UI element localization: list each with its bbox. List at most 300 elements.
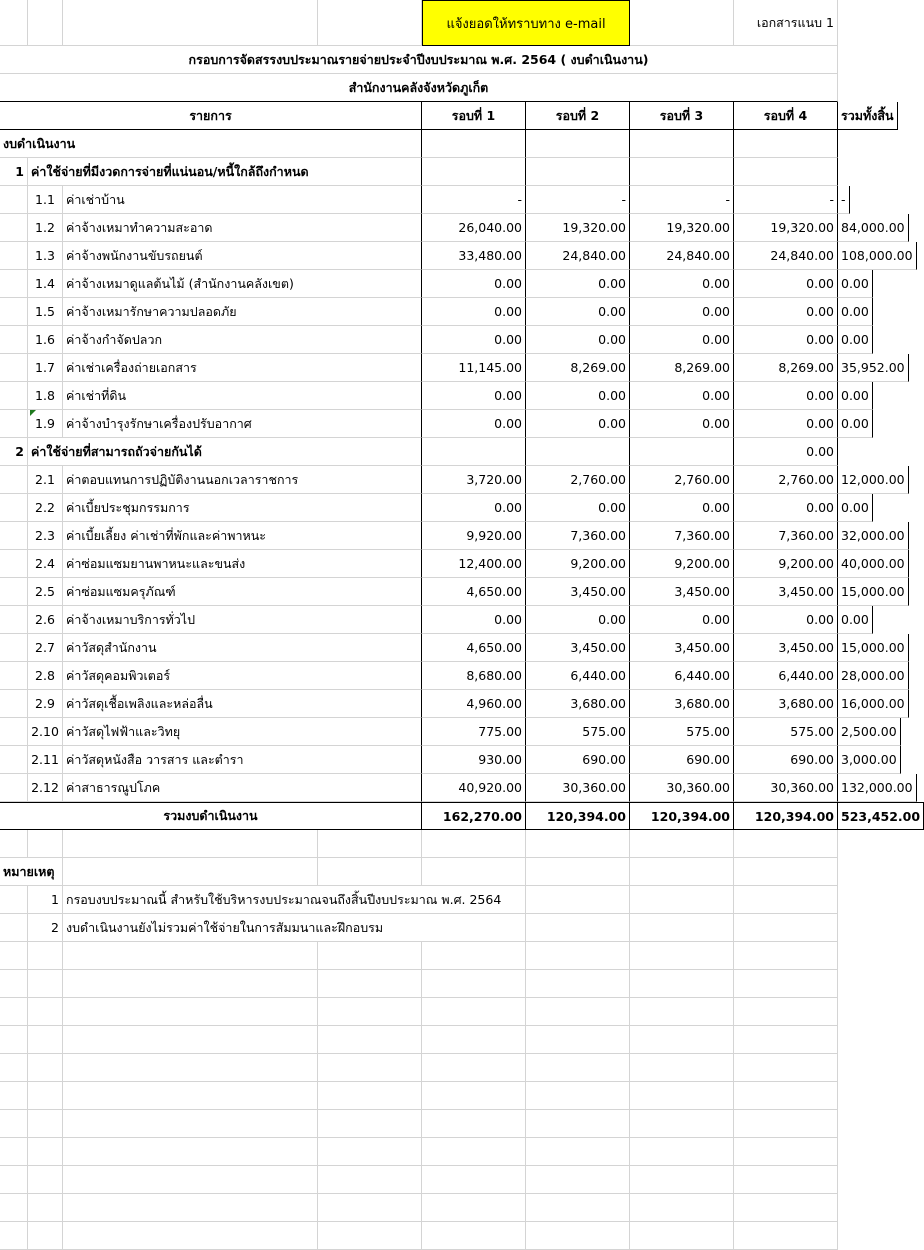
cell[interactable]: [422, 942, 526, 970]
cell[interactable]: [0, 1082, 28, 1110]
cell[interactable]: [0, 354, 28, 382]
cell[interactable]: [526, 886, 630, 914]
cell[interactable]: [630, 1026, 734, 1054]
cell[interactable]: [526, 970, 630, 998]
cell[interactable]: [734, 970, 838, 998]
cell[interactable]: [28, 1026, 63, 1054]
item-value-r4[interactable]: 0.00: [734, 494, 838, 522]
cell[interactable]: [734, 830, 838, 858]
cell[interactable]: [422, 1138, 526, 1166]
item-value-r4[interactable]: 7,360.00: [734, 522, 838, 550]
item-value-r1[interactable]: 26,040.00: [422, 214, 526, 242]
cell[interactable]: [630, 1222, 734, 1250]
cell[interactable]: [28, 1110, 63, 1138]
cell[interactable]: [0, 1222, 28, 1250]
cell[interactable]: [28, 1082, 63, 1110]
cell[interactable]: [422, 998, 526, 1026]
cell[interactable]: [318, 1222, 422, 1250]
item-value-r3[interactable]: 575.00: [630, 718, 734, 746]
item-value-r4[interactable]: 690.00: [734, 746, 838, 774]
item-value-r1[interactable]: 930.00: [422, 746, 526, 774]
item-value-r4[interactable]: 0.00: [734, 270, 838, 298]
item-value-total[interactable]: 0.00: [838, 410, 873, 438]
item-value-r3[interactable]: 6,440.00: [630, 662, 734, 690]
cell[interactable]: [0, 298, 28, 326]
summary-label[interactable]: รวมงบดำเนินงาน: [0, 802, 422, 830]
item-number[interactable]: 1.9: [28, 410, 63, 438]
item-value-r4[interactable]: 0.00: [734, 382, 838, 410]
item-label[interactable]: ค่าเบี้ยประชุมกรรมการ: [63, 494, 422, 522]
item-value-r4[interactable]: 3,450.00: [734, 634, 838, 662]
cell[interactable]: [318, 1026, 422, 1054]
item-value-r2[interactable]: 2,760.00: [526, 466, 630, 494]
item-value-r3[interactable]: 0.00: [630, 410, 734, 438]
item-number[interactable]: 2.11: [28, 746, 63, 774]
item-value-r1[interactable]: 0.00: [422, 326, 526, 354]
item-label[interactable]: ค่าซ่อมแซมยานพาหนะและขนส่ง: [63, 550, 422, 578]
item-number[interactable]: 1.1: [28, 186, 63, 214]
cell[interactable]: [63, 998, 318, 1026]
cell[interactable]: [0, 1026, 28, 1054]
item-value-r2[interactable]: 690.00: [526, 746, 630, 774]
item-value-r3[interactable]: 7,360.00: [630, 522, 734, 550]
item-value-r4[interactable]: 0.00: [734, 298, 838, 326]
cell[interactable]: [63, 0, 318, 46]
cell[interactable]: [0, 942, 28, 970]
cell[interactable]: [422, 830, 526, 858]
item-value-r2[interactable]: -: [526, 186, 630, 214]
item-number[interactable]: 2.2: [28, 494, 63, 522]
cell[interactable]: [63, 830, 318, 858]
item-value-r4[interactable]: 30,360.00: [734, 774, 838, 802]
cell[interactable]: [630, 830, 734, 858]
cell[interactable]: [0, 186, 28, 214]
item-label[interactable]: ค่าวัสดุหนังสือ วารสาร และตำรา: [63, 746, 422, 774]
item-value-r4[interactable]: 0.00: [734, 606, 838, 634]
item-label[interactable]: ค่าสาธารณูปโภค: [63, 774, 422, 802]
cell[interactable]: [28, 1222, 63, 1250]
item-number[interactable]: 2.10: [28, 718, 63, 746]
cell[interactable]: [28, 1054, 63, 1082]
cell[interactable]: [734, 998, 838, 1026]
notes-title[interactable]: หมายเหตุ: [0, 858, 63, 886]
item-value-r4[interactable]: -: [734, 186, 838, 214]
item-value-r4[interactable]: 0.00: [734, 410, 838, 438]
cell[interactable]: [0, 886, 28, 914]
item-number[interactable]: 1.8: [28, 382, 63, 410]
item-number[interactable]: 2.3: [28, 522, 63, 550]
cell[interactable]: [734, 1138, 838, 1166]
cell[interactable]: [0, 270, 28, 298]
item-value-r3[interactable]: 0.00: [630, 270, 734, 298]
item-value-total[interactable]: 132,000.00: [838, 774, 917, 802]
item-value-r1[interactable]: 40,920.00: [422, 774, 526, 802]
item-value-total[interactable]: 2,500.00: [838, 718, 901, 746]
cell[interactable]: [28, 942, 63, 970]
item-value-total[interactable]: 0.00: [838, 382, 873, 410]
column-header-total[interactable]: รวมทั้งสิ้น: [838, 102, 898, 130]
item-label[interactable]: ค่าซ่อมแซมครุภัณฑ์: [63, 578, 422, 606]
item-value-r1[interactable]: 8,680.00: [422, 662, 526, 690]
item-value-r2[interactable]: 0.00: [526, 410, 630, 438]
cell[interactable]: [0, 550, 28, 578]
cell[interactable]: [318, 970, 422, 998]
item-value-r3[interactable]: 3,450.00: [630, 578, 734, 606]
item-value-r1[interactable]: 0.00: [422, 382, 526, 410]
cell[interactable]: [630, 1138, 734, 1166]
item-label[interactable]: ค่าเช่าเครื่องถ่ายเอกสาร: [63, 354, 422, 382]
item-value-r4[interactable]: 575.00: [734, 718, 838, 746]
item-value-r4[interactable]: 0.00: [734, 326, 838, 354]
email-notice-label[interactable]: แจ้งยอดให้ทราบทาง e-mail: [422, 0, 630, 46]
item-value-r2[interactable]: 8,269.00: [526, 354, 630, 382]
item-label[interactable]: ค่าจ้างเหมาบริการทั่วไป: [63, 606, 422, 634]
cell[interactable]: [0, 690, 28, 718]
note-text[interactable]: กรอบงบประมาณนี้ สำหรับใช้บริหารงบประมาณจนถึงสิ้นปีงบประมาณ พ.ศ. 2564: [63, 886, 526, 914]
cell[interactable]: [318, 1194, 422, 1222]
group-label[interactable]: ค่าใช้จ่ายที่สามารถถัวจ่ายกันได้: [28, 438, 422, 466]
item-value-r2[interactable]: 0.00: [526, 298, 630, 326]
item-value-r2[interactable]: 0.00: [526, 382, 630, 410]
cell[interactable]: [526, 1026, 630, 1054]
item-value-r2[interactable]: 575.00: [526, 718, 630, 746]
item-value-r2[interactable]: 0.00: [526, 606, 630, 634]
cell[interactable]: [630, 886, 734, 914]
note-number[interactable]: 2: [28, 914, 63, 942]
cell[interactable]: [630, 858, 734, 886]
item-value-r4[interactable]: 3,680.00: [734, 690, 838, 718]
cell[interactable]: [63, 1082, 318, 1110]
item-number[interactable]: 2.6: [28, 606, 63, 634]
cell[interactable]: [318, 0, 422, 46]
cell[interactable]: [734, 130, 838, 158]
item-value-r2[interactable]: 24,840.00: [526, 242, 630, 270]
note-number[interactable]: 1: [28, 886, 63, 914]
item-value-r4[interactable]: 3,450.00: [734, 578, 838, 606]
item-label[interactable]: ค่าตอบแทนการปฏิบัติงานนอกเวลาราชการ: [63, 466, 422, 494]
item-number[interactable]: 1.5: [28, 298, 63, 326]
cell[interactable]: [63, 1166, 318, 1194]
cell[interactable]: [734, 886, 838, 914]
item-value-r3[interactable]: 30,360.00: [630, 774, 734, 802]
item-value-r1[interactable]: -: [422, 186, 526, 214]
item-value-r1[interactable]: 33,480.00: [422, 242, 526, 270]
cell[interactable]: [0, 1110, 28, 1138]
cell[interactable]: [630, 0, 734, 46]
item-value-total[interactable]: 12,000.00: [838, 466, 909, 494]
cell[interactable]: [734, 914, 838, 942]
cell[interactable]: [0, 746, 28, 774]
item-value-total[interactable]: 32,000.00: [838, 522, 909, 550]
cell[interactable]: [630, 130, 734, 158]
cell[interactable]: [630, 1110, 734, 1138]
item-value-total[interactable]: 0.00: [838, 494, 873, 522]
item-value-r1[interactable]: 0.00: [422, 494, 526, 522]
item-value-r2[interactable]: 0.00: [526, 494, 630, 522]
item-value-r1[interactable]: 775.00: [422, 718, 526, 746]
item-value-r2[interactable]: 30,360.00: [526, 774, 630, 802]
cell[interactable]: [0, 606, 28, 634]
group-label[interactable]: ค่าใช้จ่ายที่มีงวดการจ่ายที่แน่นอน/หนี้ใกล้ถึงกำหนด: [28, 158, 422, 186]
cell[interactable]: [0, 634, 28, 662]
group-total[interactable]: 0.00: [734, 438, 838, 466]
cell[interactable]: [318, 1054, 422, 1082]
cell[interactable]: [318, 1138, 422, 1166]
item-value-r2[interactable]: 19,320.00: [526, 214, 630, 242]
cell[interactable]: [63, 942, 318, 970]
item-value-r4[interactable]: 8,269.00: [734, 354, 838, 382]
cell[interactable]: [422, 1166, 526, 1194]
cell[interactable]: [526, 830, 630, 858]
item-label[interactable]: ค่าจ้างเหมาทำความสะอาด: [63, 214, 422, 242]
cell[interactable]: [734, 1222, 838, 1250]
item-number[interactable]: 2.7: [28, 634, 63, 662]
cell[interactable]: [422, 438, 526, 466]
item-value-total[interactable]: 15,000.00: [838, 634, 909, 662]
item-value-total[interactable]: 0.00: [838, 326, 873, 354]
cell[interactable]: [734, 1110, 838, 1138]
cell[interactable]: [526, 438, 630, 466]
item-value-r1[interactable]: 0.00: [422, 606, 526, 634]
cell[interactable]: [526, 1082, 630, 1110]
item-value-r3[interactable]: 0.00: [630, 382, 734, 410]
cell[interactable]: [0, 774, 28, 802]
item-label[interactable]: ค่าจ้างบำรุงรักษาเครื่องปรับอากาศ: [63, 410, 422, 438]
cell[interactable]: [526, 130, 630, 158]
summary-value-r4[interactable]: 120,394.00: [734, 802, 838, 830]
item-value-r2[interactable]: 0.00: [526, 326, 630, 354]
cell[interactable]: [630, 1082, 734, 1110]
cell[interactable]: [28, 0, 63, 46]
cell[interactable]: [0, 718, 28, 746]
column-header-r1[interactable]: รอบที่ 1: [422, 102, 526, 130]
item-value-r3[interactable]: 24,840.00: [630, 242, 734, 270]
item-value-total[interactable]: 0.00: [838, 270, 873, 298]
cell[interactable]: [422, 130, 526, 158]
cell[interactable]: [526, 998, 630, 1026]
group-number[interactable]: 2: [0, 438, 28, 466]
cell[interactable]: [0, 1194, 28, 1222]
item-value-total[interactable]: 0.00: [838, 606, 873, 634]
cell[interactable]: [63, 1222, 318, 1250]
cell[interactable]: [0, 242, 28, 270]
section-label[interactable]: งบดำเนินงาน: [0, 130, 422, 158]
cell[interactable]: [630, 1054, 734, 1082]
item-label[interactable]: ค่าจ้างพนักงานขับรถยนต์: [63, 242, 422, 270]
cell[interactable]: [630, 1166, 734, 1194]
cell[interactable]: [630, 1194, 734, 1222]
cell[interactable]: [0, 410, 28, 438]
cell[interactable]: [0, 970, 28, 998]
item-value-r1[interactable]: 11,145.00: [422, 354, 526, 382]
item-number[interactable]: 1.4: [28, 270, 63, 298]
item-value-r4[interactable]: 24,840.00: [734, 242, 838, 270]
column-header-r3[interactable]: รอบที่ 3: [630, 102, 734, 130]
cell[interactable]: [734, 942, 838, 970]
item-number[interactable]: 1.2: [28, 214, 63, 242]
item-value-total[interactable]: 16,000.00: [838, 690, 909, 718]
item-value-r3[interactable]: 9,200.00: [630, 550, 734, 578]
cell[interactable]: [422, 1222, 526, 1250]
cell[interactable]: [734, 858, 838, 886]
item-value-r3[interactable]: 8,269.00: [630, 354, 734, 382]
item-label[interactable]: ค่าจ้างกำจัดปลวก: [63, 326, 422, 354]
cell[interactable]: [734, 1082, 838, 1110]
cell[interactable]: [0, 522, 28, 550]
item-value-total[interactable]: 84,000.00: [838, 214, 909, 242]
item-value-total[interactable]: 40,000.00: [838, 550, 909, 578]
item-number[interactable]: 2.9: [28, 690, 63, 718]
item-label[interactable]: ค่าวัสดุไฟฟ้าและวิทยุ: [63, 718, 422, 746]
cell[interactable]: [63, 1138, 318, 1166]
item-number[interactable]: 2.8: [28, 662, 63, 690]
cell[interactable]: [422, 1082, 526, 1110]
cell[interactable]: [318, 858, 422, 886]
cell[interactable]: [526, 1166, 630, 1194]
cell[interactable]: [422, 858, 526, 886]
group-number[interactable]: 1: [0, 158, 28, 186]
item-value-r1[interactable]: 9,920.00: [422, 522, 526, 550]
cell[interactable]: [0, 998, 28, 1026]
cell[interactable]: [28, 998, 63, 1026]
item-value-r3[interactable]: -: [630, 186, 734, 214]
cell[interactable]: [28, 1166, 63, 1194]
item-value-r4[interactable]: 6,440.00: [734, 662, 838, 690]
cell[interactable]: [526, 942, 630, 970]
item-value-total[interactable]: 108,000.00: [838, 242, 917, 270]
summary-value-r1[interactable]: 162,270.00: [422, 802, 526, 830]
item-number[interactable]: 1.3: [28, 242, 63, 270]
item-number[interactable]: 2.5: [28, 578, 63, 606]
item-number[interactable]: 1.6: [28, 326, 63, 354]
cell[interactable]: [63, 1194, 318, 1222]
item-value-r1[interactable]: 4,960.00: [422, 690, 526, 718]
item-value-total[interactable]: 35,952.00: [838, 354, 909, 382]
item-value-total[interactable]: 3,000.00: [838, 746, 901, 774]
cell[interactable]: [318, 998, 422, 1026]
item-label[interactable]: ค่าวัสดุเชื้อเพลิงและหล่อลื่น: [63, 690, 422, 718]
item-value-r3[interactable]: 0.00: [630, 606, 734, 634]
cell[interactable]: [422, 1026, 526, 1054]
cell[interactable]: [630, 998, 734, 1026]
cell[interactable]: [734, 1166, 838, 1194]
item-value-r3[interactable]: 3,450.00: [630, 634, 734, 662]
summary-value-r2[interactable]: 120,394.00: [526, 802, 630, 830]
cell[interactable]: [0, 382, 28, 410]
cell[interactable]: [63, 858, 318, 886]
item-label[interactable]: ค่าวัสดุคอมพิวเตอร์: [63, 662, 422, 690]
item-value-r1[interactable]: 0.00: [422, 410, 526, 438]
cell[interactable]: [526, 858, 630, 886]
cell[interactable]: [526, 1110, 630, 1138]
item-value-r3[interactable]: 0.00: [630, 494, 734, 522]
item-value-total[interactable]: -: [838, 186, 850, 214]
cell[interactable]: [0, 1138, 28, 1166]
item-number[interactable]: 2.12: [28, 774, 63, 802]
cell[interactable]: [28, 830, 63, 858]
item-value-r4[interactable]: 19,320.00: [734, 214, 838, 242]
cell[interactable]: [526, 1194, 630, 1222]
item-value-r2[interactable]: 7,360.00: [526, 522, 630, 550]
cell[interactable]: [526, 1222, 630, 1250]
item-label[interactable]: ค่าเช่าบ้าน: [63, 186, 422, 214]
item-value-r3[interactable]: 19,320.00: [630, 214, 734, 242]
page-title[interactable]: กรอบการจัดสรรงบประมาณรายจ่ายประจำปีงบประมาณ พ.ศ. 2564 ( งบดำเนินงาน): [0, 46, 838, 74]
item-value-r2[interactable]: 3,450.00: [526, 634, 630, 662]
cell[interactable]: [318, 1166, 422, 1194]
summary-value-total[interactable]: 523,452.00: [838, 802, 924, 830]
cell[interactable]: [28, 1194, 63, 1222]
item-value-r2[interactable]: 3,680.00: [526, 690, 630, 718]
cell[interactable]: [0, 0, 28, 46]
cell[interactable]: [0, 914, 28, 942]
item-value-r3[interactable]: 0.00: [630, 298, 734, 326]
item-value-r1[interactable]: 0.00: [422, 270, 526, 298]
item-value-r3[interactable]: 690.00: [630, 746, 734, 774]
cell[interactable]: [526, 158, 630, 186]
cell[interactable]: [630, 942, 734, 970]
cell[interactable]: [0, 662, 28, 690]
cell[interactable]: [318, 942, 422, 970]
cell[interactable]: [63, 1026, 318, 1054]
cell[interactable]: [734, 1054, 838, 1082]
page-subtitle[interactable]: สำนักงานคลังจังหวัดภูเก็ต: [0, 74, 838, 102]
cell[interactable]: [0, 1166, 28, 1194]
cell[interactable]: [63, 970, 318, 998]
cell[interactable]: [526, 1054, 630, 1082]
cell[interactable]: [318, 1082, 422, 1110]
cell[interactable]: [630, 970, 734, 998]
item-label[interactable]: ค่าวัสดุสำนักงาน: [63, 634, 422, 662]
item-value-r2[interactable]: 9,200.00: [526, 550, 630, 578]
item-value-r1[interactable]: 4,650.00: [422, 634, 526, 662]
note-text[interactable]: งบดำเนินงานยังไม่รวมค่าใช้จ่ายในการสัมมนาและฝึกอบรม: [63, 914, 526, 942]
cell[interactable]: [734, 1194, 838, 1222]
item-value-total[interactable]: 15,000.00: [838, 578, 909, 606]
item-value-r1[interactable]: 4,650.00: [422, 578, 526, 606]
summary-value-r3[interactable]: 120,394.00: [630, 802, 734, 830]
column-header-r4[interactable]: รอบที่ 4: [734, 102, 838, 130]
cell[interactable]: [0, 494, 28, 522]
cell[interactable]: [526, 914, 630, 942]
column-header-r2[interactable]: รอบที่ 2: [526, 102, 630, 130]
item-number[interactable]: 1.7: [28, 354, 63, 382]
cell[interactable]: [734, 158, 838, 186]
cell[interactable]: [734, 1026, 838, 1054]
attachment-label[interactable]: เอกสารแนบ 1: [734, 0, 838, 46]
item-value-r1[interactable]: 3,720.00: [422, 466, 526, 494]
item-number[interactable]: 2.1: [28, 466, 63, 494]
item-number[interactable]: 2.4: [28, 550, 63, 578]
cell[interactable]: [630, 914, 734, 942]
cell[interactable]: [422, 970, 526, 998]
cell[interactable]: [630, 438, 734, 466]
item-value-r1[interactable]: 12,400.00: [422, 550, 526, 578]
column-header-item[interactable]: รายการ: [0, 102, 422, 130]
item-label[interactable]: ค่าจ้างเหมารักษาความปลอดภัย: [63, 298, 422, 326]
cell[interactable]: [63, 1110, 318, 1138]
cell[interactable]: [422, 158, 526, 186]
item-value-r2[interactable]: 0.00: [526, 270, 630, 298]
item-value-r3[interactable]: 2,760.00: [630, 466, 734, 494]
cell[interactable]: [0, 214, 28, 242]
item-value-total[interactable]: 0.00: [838, 298, 873, 326]
item-label[interactable]: ค่าเบี้ยเลี้ยง ค่าเช่าที่พักและค่าพาหนะ: [63, 522, 422, 550]
cell[interactable]: [526, 1138, 630, 1166]
cell[interactable]: [422, 1110, 526, 1138]
cell[interactable]: [63, 1054, 318, 1082]
cell[interactable]: [28, 1138, 63, 1166]
